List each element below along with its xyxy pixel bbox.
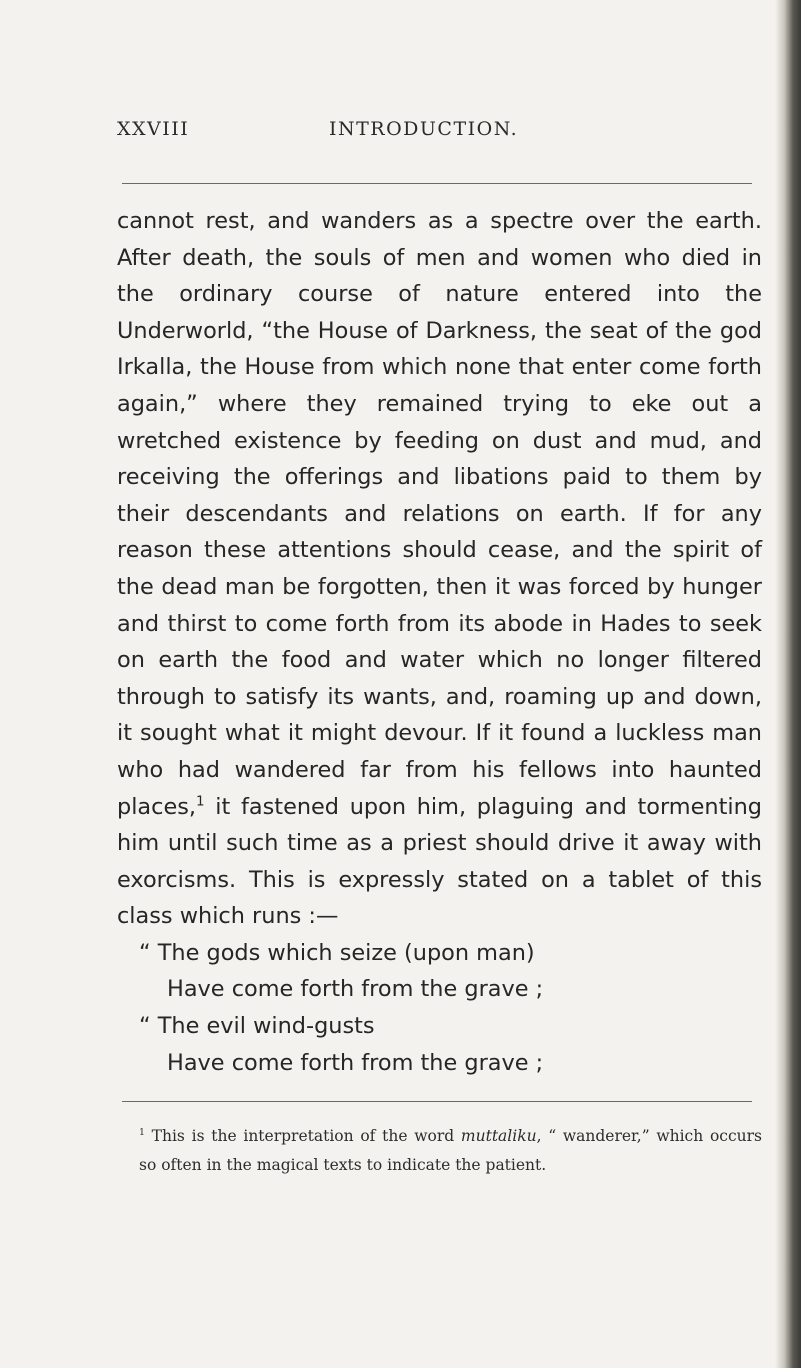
footnote-reference: 1 (196, 794, 205, 810)
page-header (117, 118, 757, 148)
header-rule (122, 183, 752, 184)
main-text (117, 203, 762, 1081)
paragraph-text-end: it fastened upon him, plaguing and tormenting him until such time as a priest should drive it away with exorcisms. This is expressly stated on a tablet of this class which runs :— (117, 793, 762, 930)
verse-line: “ The gods which seize (upon man) (139, 939, 535, 966)
footnote-text (117, 1122, 762, 1180)
footnote-rule (122, 1101, 752, 1102)
footnote-term: muttaliku (460, 1127, 537, 1145)
running-head: INTRODUCTION. (329, 118, 519, 140)
body-paragraph (117, 203, 762, 935)
verse-line: “ The evil wind-gusts (139, 1013, 375, 1040)
verse-quotation (117, 935, 762, 1081)
footnote-text-end: , “ wanderer,” which occurs so often in the magical texts to indicate the patient. (139, 1127, 762, 1174)
footnote-text-start: This is the interpretation of the word (144, 1127, 461, 1145)
verse-line: Have come forth from the grave ; (167, 1049, 544, 1076)
page-edge-shadow (775, 0, 801, 1368)
footnote-marker: 1 (139, 1126, 145, 1138)
footnote (117, 1122, 762, 1180)
page-number: XXVIII (117, 118, 190, 140)
verse-line: Have come forth from the grave ; (167, 976, 544, 1003)
paragraph-text: cannot rest, and wanders as a spectre over the earth. After death, the souls of men and women who died in the ordinary course of nature entered into the Underworld, “the House of Darkness, the seat of the god Irkalla, the House from which none that enter come forth again,” where they remained trying to eke out a wretched existence by feeding on dust and mud, and receiving the offerings and libations paid to them by their descendants and relations on earth. If for any reason these attentions should cease, and the spirit of the dead man be forgotten, then it was forced by hunger and thirst to come forth from its abode in Hades to seek on earth the food and water which no longer filtered through to satisfy its wants, and, roaming up and down, it sought what it might devour. If it found a luckless man who had wandered far from his fellows into haunted places, (117, 208, 762, 820)
